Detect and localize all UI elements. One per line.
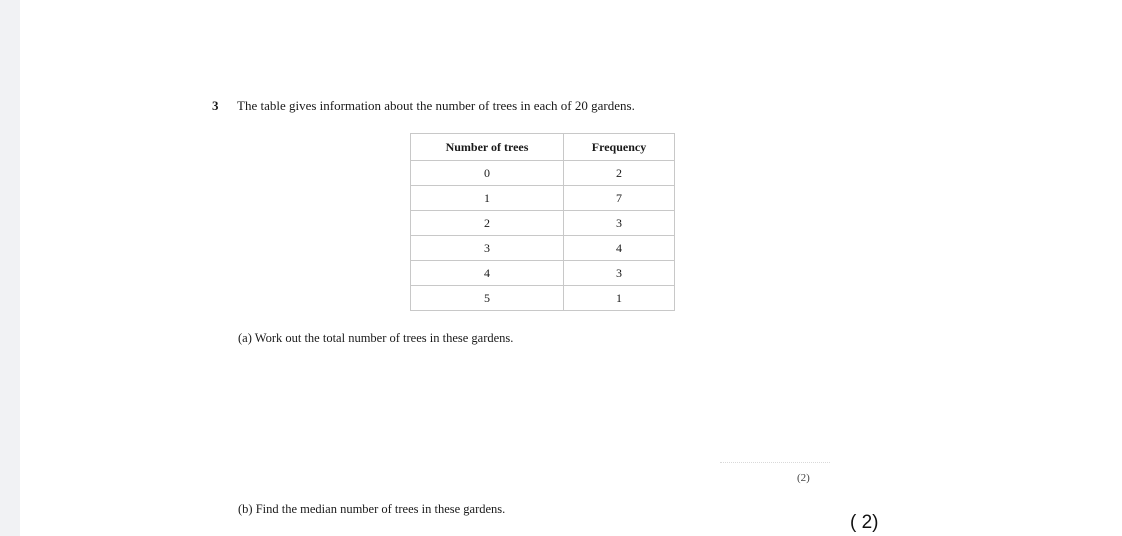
question-number: 3 [212, 98, 219, 113]
part-b-text: Find the median number of trees in these gardens. [255, 502, 506, 516]
table-row [411, 286, 675, 311]
cell-trees: 0 [411, 161, 564, 186]
cell-trees: 3 [411, 236, 564, 261]
part-a-marks: (2) [797, 472, 810, 484]
answer-line [720, 462, 830, 463]
question-intro: The table gives information about the number of trees in each of 20 gardens. [237, 98, 635, 113]
part-a-text: Work out the total number of trees in these gardens. [254, 331, 514, 345]
cell-frequency: 3 [564, 261, 675, 286]
header-frequency: Frequency [564, 134, 675, 161]
cell-trees: 1 [411, 186, 564, 211]
part-a-question [238, 331, 513, 346]
cell-trees: 4 [411, 261, 564, 286]
left-margin-strip [0, 0, 20, 536]
part-b-marks: ( 2) [850, 512, 879, 533]
table-row [411, 161, 675, 186]
table-row [411, 261, 675, 286]
part-b-label: (b) [238, 502, 253, 516]
cell-frequency: 3 [564, 211, 675, 236]
table-row [411, 211, 675, 236]
part-a-label: (a) [238, 331, 252, 345]
cell-frequency: 7 [564, 186, 675, 211]
table-row [411, 186, 675, 211]
table-row [411, 236, 675, 261]
header-number-of-trees: Number of trees [411, 134, 564, 161]
cell-frequency: 2 [564, 161, 675, 186]
cell-trees: 2 [411, 211, 564, 236]
table-header-row [411, 134, 675, 161]
cell-frequency: 1 [564, 286, 675, 311]
cell-trees: 5 [411, 286, 564, 311]
cell-frequency: 4 [564, 236, 675, 261]
part-b-question [238, 502, 505, 517]
frequency-table [410, 133, 675, 311]
